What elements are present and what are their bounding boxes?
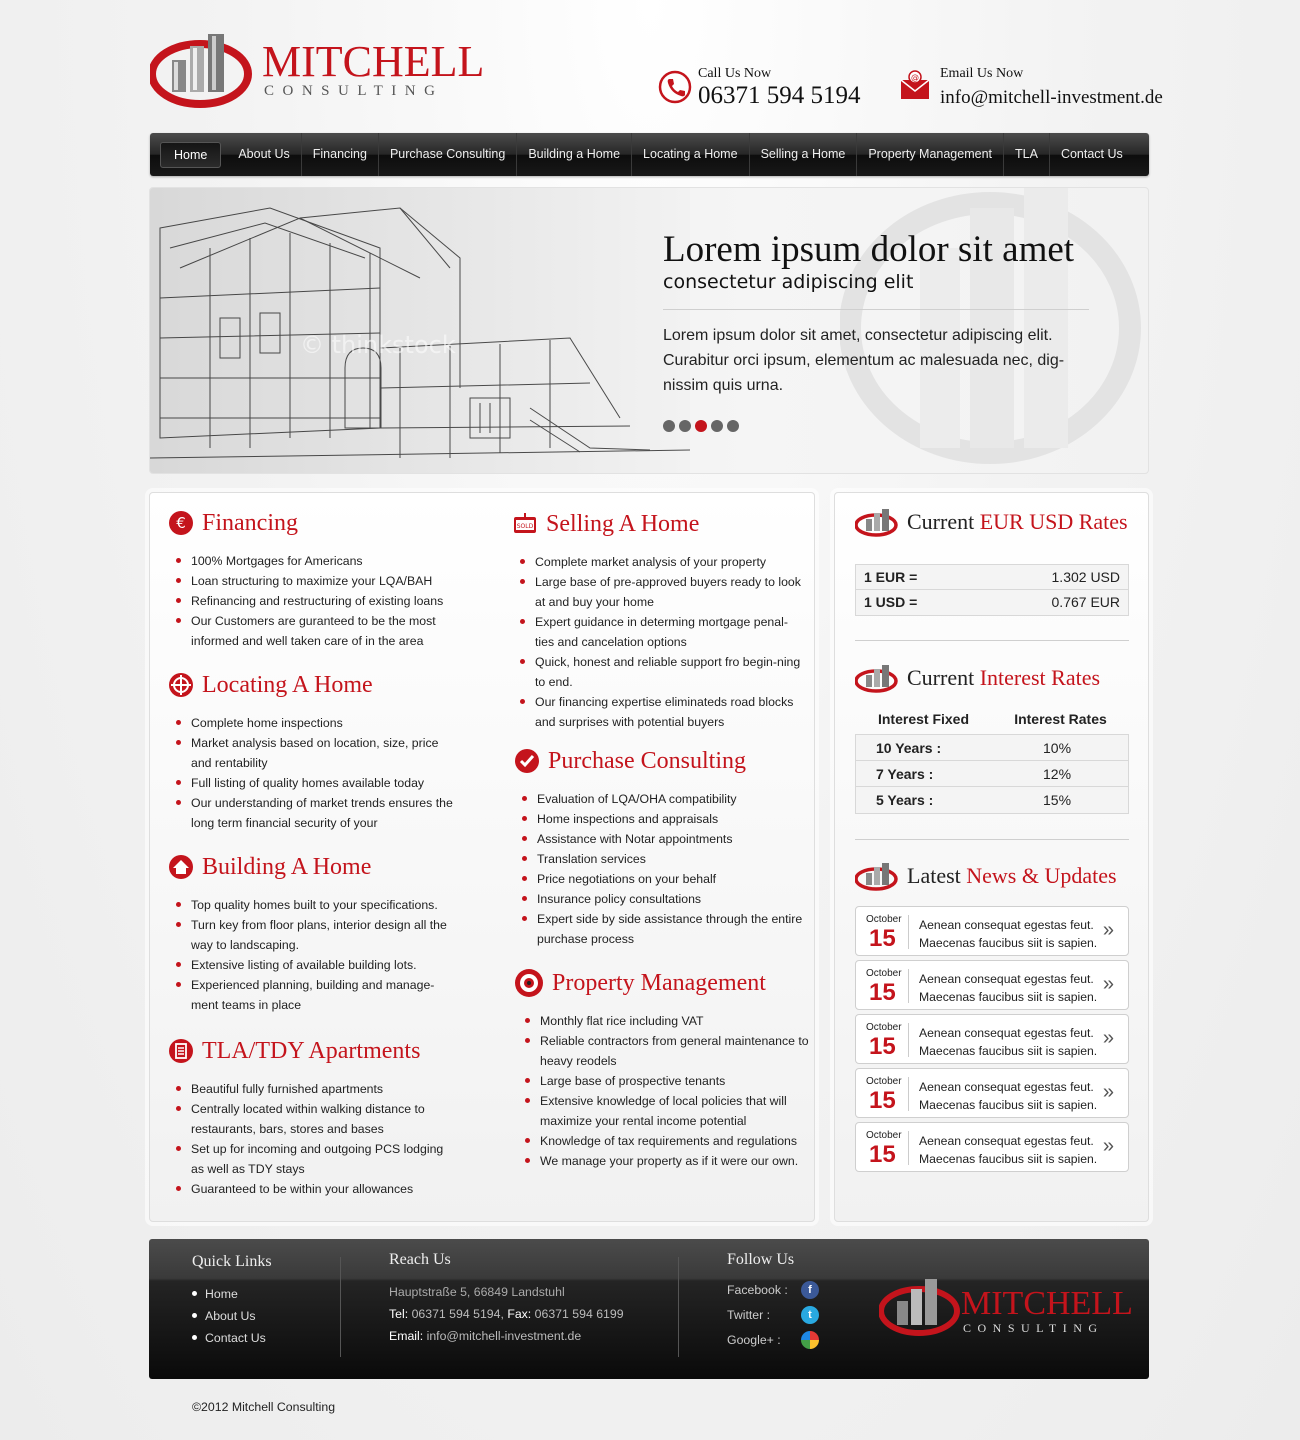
list-item: Assistance with Notar appointments <box>522 829 804 849</box>
list-item: Large base of pre-approved buyers ready to look at and buy your home <box>520 572 802 612</box>
list-item: 100% Mortgages for Americans <box>176 551 458 571</box>
news-line2: Maecenas faucibus siit is sapien. <box>919 990 1098 1004</box>
footer-tel[interactable]: 06371 594 5194 <box>411 1307 501 1321</box>
list-item: Top quality homes built to your specifications. <box>176 895 458 915</box>
nav-property-management[interactable]: Property Management <box>857 133 1004 176</box>
envelope-icon <box>900 70 930 100</box>
list-item: Turn key from floor plans, interior design all the way to landscaping. <box>176 915 458 955</box>
service-financing <box>168 507 458 651</box>
news-line1: Aenean consequat egestas feut. <box>919 1080 1094 1094</box>
news-day: 15 <box>869 1033 896 1060</box>
list-item: Centrally located within walking distance to restaurants, bars, stores and bases <box>176 1099 458 1139</box>
news-item[interactable] <box>855 960 1129 1010</box>
google-plus-icon[interactable] <box>801 1331 819 1349</box>
news-line1: Aenean consequat egestas feut. <box>919 972 1094 986</box>
list-item: Guaranteed to be within your allowances <box>176 1179 458 1199</box>
footer-fax: 06371 594 6199 <box>534 1307 624 1321</box>
footer-divider <box>340 1257 341 1357</box>
logo-building-icon <box>150 26 262 112</box>
svg-text:€: € <box>176 514 186 532</box>
rate: 10% <box>1043 740 1072 756</box>
sidebar-panel <box>834 492 1149 1222</box>
service-title[interactable]: Property Management <box>552 969 766 996</box>
mini-logo-icon <box>855 663 899 693</box>
list-item: Large base of prospective tenants <box>525 1071 810 1091</box>
news-line2: Maecenas faucibus siit is sapien. <box>919 1152 1098 1166</box>
mini-logo-icon <box>855 507 899 537</box>
table-row <box>856 590 1128 615</box>
sidebar-divider <box>855 640 1129 641</box>
news-line1: Aenean consequat egestas feut. <box>919 918 1094 932</box>
email-address[interactable]: info@mitchell-investment.de <box>940 87 1163 108</box>
main-nav <box>150 133 1149 176</box>
service-building-a-home <box>168 851 458 1015</box>
news-line2: Maecenas faucibus siit is sapien. <box>919 1044 1098 1058</box>
news-line1: Aenean consequat egestas feut. <box>919 1134 1094 1148</box>
nav-locating-a-home[interactable]: Locating a Home <box>632 133 750 176</box>
service-title[interactable]: Building A Home <box>202 853 372 880</box>
email-label: Email Us Now <box>940 66 1024 81</box>
footer-quick-links <box>192 1253 272 1349</box>
news-day: 15 <box>869 925 896 952</box>
term: 5 Years : <box>876 792 934 808</box>
list-item: Our Customers are guranteed to be the most informed and well taken care of in the area <box>176 611 458 651</box>
news-separator <box>908 1023 909 1057</box>
footer-divider <box>678 1257 679 1357</box>
list-item: Complete market analysis of your property <box>520 552 802 572</box>
slider-watermark: © thinkstock <box>300 331 456 359</box>
bullseye-icon <box>514 968 544 998</box>
slider-subtitle: consectetur adipiscing elit <box>663 271 914 293</box>
service-purchase-consulting <box>514 745 804 949</box>
news-month: October <box>866 1022 902 1033</box>
list-item: Market analysis based on location, size, price and rentability <box>176 733 458 773</box>
news-title-red: News & Updates <box>966 863 1117 888</box>
list-item: Refinancing and restructuring of existing loans <box>176 591 458 611</box>
news-heading <box>855 861 1117 891</box>
list-item: Expert guidance in determing mortgage penal-ties and cancelation options <box>520 612 802 652</box>
slider-dot-1[interactable] <box>663 420 675 432</box>
rate: 12% <box>1043 766 1072 782</box>
footer-link-home[interactable]: Home <box>192 1283 272 1305</box>
svg-text:@: @ <box>911 73 919 82</box>
chevron-right-icon[interactable]: » <box>1102 973 1114 995</box>
slider-text: Lorem ipsum dolor sit amet, consectetur adipiscing elit. Curabitur orci ipsum, elementum ac malesuada nec, dig-nissim quis urna. <box>663 327 1065 394</box>
news-separator <box>908 969 909 1003</box>
site-footer <box>149 1239 1149 1379</box>
list-item: Set up for incoming and outgoing PCS lodging as well as TDY stays <box>176 1139 458 1179</box>
list-item: Quick, honest and reliable support fro begin-ning to end. <box>520 652 802 692</box>
slider-pagination <box>663 420 739 432</box>
list-item: Experienced planning, building and manage-ment teams in place <box>176 975 458 1015</box>
list-item: Monthly flat rice including VAT <box>525 1011 810 1031</box>
mini-logo-icon <box>855 861 899 891</box>
news-separator <box>908 1077 909 1111</box>
tel-label: Tel: <box>389 1307 409 1321</box>
service-title[interactable]: Selling A Home <box>546 510 700 537</box>
footer-link-contact-us[interactable]: Contact Us <box>192 1327 272 1349</box>
table-row <box>856 735 1128 761</box>
logo-title: MITCHELL <box>961 1285 1133 1322</box>
call-label: Call Us Now <box>698 66 772 81</box>
twitter-icon[interactable]: t <box>801 1306 819 1324</box>
logo-tagline: CONSULTING <box>264 83 444 99</box>
footer-phone-fax: Tel: 06371 594 5194, Fax: 06371 594 6199 <box>389 1307 624 1321</box>
chevron-right-icon[interactable]: » <box>1102 1027 1114 1049</box>
exchange-rate-table <box>855 564 1129 616</box>
nav-financing[interactable]: Financing <box>302 133 379 176</box>
footer-logo[interactable] <box>879 1275 1133 1339</box>
rates-title-red: EUR USD Rates <box>979 509 1128 534</box>
rates-title-plain: Current <box>907 509 975 534</box>
news-day: 15 <box>869 1087 896 1114</box>
footer-email-link[interactable]: info@mitchell-investment.de <box>426 1329 582 1343</box>
rate-key: 1 USD = <box>864 594 918 610</box>
nav-purchase-consulting[interactable]: Purchase Consulting <box>379 133 517 176</box>
logo-building-icon <box>879 1275 963 1339</box>
slider-dot-4[interactable] <box>711 420 723 432</box>
nav-home[interactable]: Home <box>160 142 221 168</box>
table-row <box>856 565 1128 590</box>
service-title[interactable]: Locating A Home <box>202 671 373 698</box>
list-item: Our financing expertise eliminateds road blocks and surprises with potential buyers <box>520 692 802 732</box>
social-label: Twitter : <box>727 1307 771 1322</box>
slider-dot-2[interactable] <box>679 420 691 432</box>
service-tla-tdy-apartments <box>168 1035 458 1199</box>
rates-heading <box>855 507 1128 537</box>
list-item: Loan structuring to maximize your LQA/BAH <box>176 571 458 591</box>
house-sketch-image <box>150 188 690 474</box>
facebook-icon[interactable]: f <box>801 1281 819 1299</box>
social-row-twitter <box>727 1302 819 1327</box>
news-separator <box>908 1131 909 1165</box>
slider-dot-5[interactable] <box>727 420 739 432</box>
interest-table-header <box>855 711 1129 727</box>
list-item: Home inspections and appraisals <box>522 809 804 829</box>
service-title[interactable]: TLA/TDY Apartments <box>202 1037 421 1064</box>
news-item[interactable] <box>855 906 1129 956</box>
social-row-facebook <box>727 1277 819 1302</box>
footer-heading: Quick Links <box>192 1253 272 1270</box>
list-item: Expert side by side assistance through the entire purchase process <box>522 909 804 949</box>
column-header: Interest Rates <box>1014 711 1107 727</box>
sidebar-divider <box>855 839 1129 840</box>
list-item: Translation services <box>522 849 804 869</box>
sold-sign-icon <box>512 511 538 537</box>
target-icon <box>168 672 194 698</box>
service-locating-a-home <box>168 669 458 833</box>
list-item: Our understanding of market trends ensures the long term financial security of your <box>176 793 458 833</box>
term: 10 Years : <box>876 740 942 756</box>
services-panel <box>149 492 815 1222</box>
footer-heading: Reach Us <box>389 1251 451 1268</box>
interest-rate-table <box>855 734 1129 814</box>
chevron-right-icon[interactable]: » <box>1102 1135 1114 1157</box>
news-month: October <box>866 968 902 979</box>
list-item: We manage your property as if it were our own. <box>525 1151 810 1171</box>
list-item: Complete home inspections <box>176 713 458 733</box>
news-item[interactable] <box>855 1122 1129 1172</box>
logo-tagline: CONSULTING <box>963 1321 1104 1335</box>
service-property-management <box>514 967 810 1171</box>
list-item: Extensive knowledge of local policies that will maximize your rental income potential <box>525 1091 810 1131</box>
list-item: Beautiful fully furnished apartments <box>176 1079 458 1099</box>
social-row-google-plus <box>727 1327 819 1352</box>
checkmark-icon <box>514 748 540 774</box>
footer-follow-us <box>727 1251 819 1352</box>
news-line2: Maecenas faucibus siit is sapien. <box>919 1098 1098 1112</box>
news-month: October <box>866 1076 902 1087</box>
news-line2: Maecenas faucibus siit is sapien. <box>919 936 1098 950</box>
slider-divider <box>663 309 1089 310</box>
news-separator <box>908 915 909 949</box>
list-item: Extensive listing of available building lots. <box>176 955 458 975</box>
social-label: Google+ : <box>727 1332 781 1347</box>
service-title[interactable]: Financing <box>202 509 298 536</box>
chevron-right-icon[interactable]: » <box>1102 919 1114 941</box>
list-item: Knowledge of tax requirements and regulations <box>525 1131 810 1151</box>
sold-sign-text: SOLD <box>516 523 534 530</box>
slider-title: Lorem ipsum dolor sit amet <box>663 229 1075 270</box>
document-icon <box>168 1038 194 1064</box>
term: 7 Years : <box>876 766 934 782</box>
chevron-right-icon[interactable]: » <box>1102 1081 1114 1103</box>
phone-icon <box>658 70 692 104</box>
list-item: Insurance policy consultations <box>522 889 804 909</box>
rate-value: 0.767 EUR <box>1051 594 1120 610</box>
column-header: Interest Fixed <box>877 711 970 727</box>
service-selling-a-home <box>512 508 802 732</box>
copyright: ©2012 Mitchell Consulting <box>192 1400 336 1414</box>
news-month: October <box>866 1130 902 1141</box>
list-item: Reliable contractors from general maintenance to heavy reodels <box>525 1031 810 1071</box>
news-day: 15 <box>869 1141 896 1168</box>
rate-key: 1 EUR = <box>864 569 918 585</box>
footer-email <box>389 1325 624 1347</box>
list-item: Full listing of quality homes available today <box>176 773 458 793</box>
footer-reach-us <box>389 1251 624 1347</box>
rate-value: 1.302 USD <box>1051 569 1120 585</box>
site-logo[interactable] <box>150 26 485 112</box>
footer-heading: Follow Us <box>727 1251 795 1268</box>
hero-slider <box>149 187 1149 474</box>
news-title-plain: Latest <box>907 863 961 888</box>
interest-heading <box>855 663 1100 693</box>
news-item[interactable] <box>855 1068 1129 1118</box>
call-number[interactable]: 06371 594 5194 <box>698 82 861 109</box>
interest-title-red: Interest Rates <box>979 665 1101 690</box>
news-item[interactable] <box>855 1014 1129 1064</box>
news-line1: Aenean consequat egestas feut. <box>919 1026 1094 1040</box>
footer-address: Hauptstraße 5, 66849 Landstuhl <box>389 1285 565 1299</box>
news-month: October <box>866 914 902 925</box>
nav-about-us[interactable]: About Us <box>227 133 301 176</box>
logo-title: MITCHELL <box>262 37 485 86</box>
table-row <box>856 761 1128 787</box>
rate: 15% <box>1043 792 1072 808</box>
news-day: 15 <box>869 979 896 1006</box>
fax-label: Fax: <box>507 1307 532 1321</box>
email-label: Email: <box>389 1329 424 1343</box>
list-item: Evaluation of LQA/OHA compatibility <box>522 789 804 809</box>
social-label: Facebook : <box>727 1282 788 1297</box>
nav-building-a-home[interactable]: Building a Home <box>517 133 632 176</box>
interest-title-plain: Current <box>907 665 975 690</box>
house-icon <box>168 854 194 880</box>
nav-contact-us[interactable]: Contact Us <box>1060 147 1123 161</box>
slider-dot-3[interactable] <box>695 420 707 432</box>
table-row <box>856 787 1128 813</box>
euro-icon <box>168 510 194 536</box>
list-item: Price negotiations on your behalf <box>522 869 804 889</box>
nav-tla[interactable]: TLA <box>1004 133 1050 176</box>
nav-selling-a-home[interactable]: Selling a Home <box>750 133 858 176</box>
service-title[interactable]: Purchase Consulting <box>548 747 746 774</box>
footer-link-about-us[interactable]: About Us <box>192 1305 272 1327</box>
